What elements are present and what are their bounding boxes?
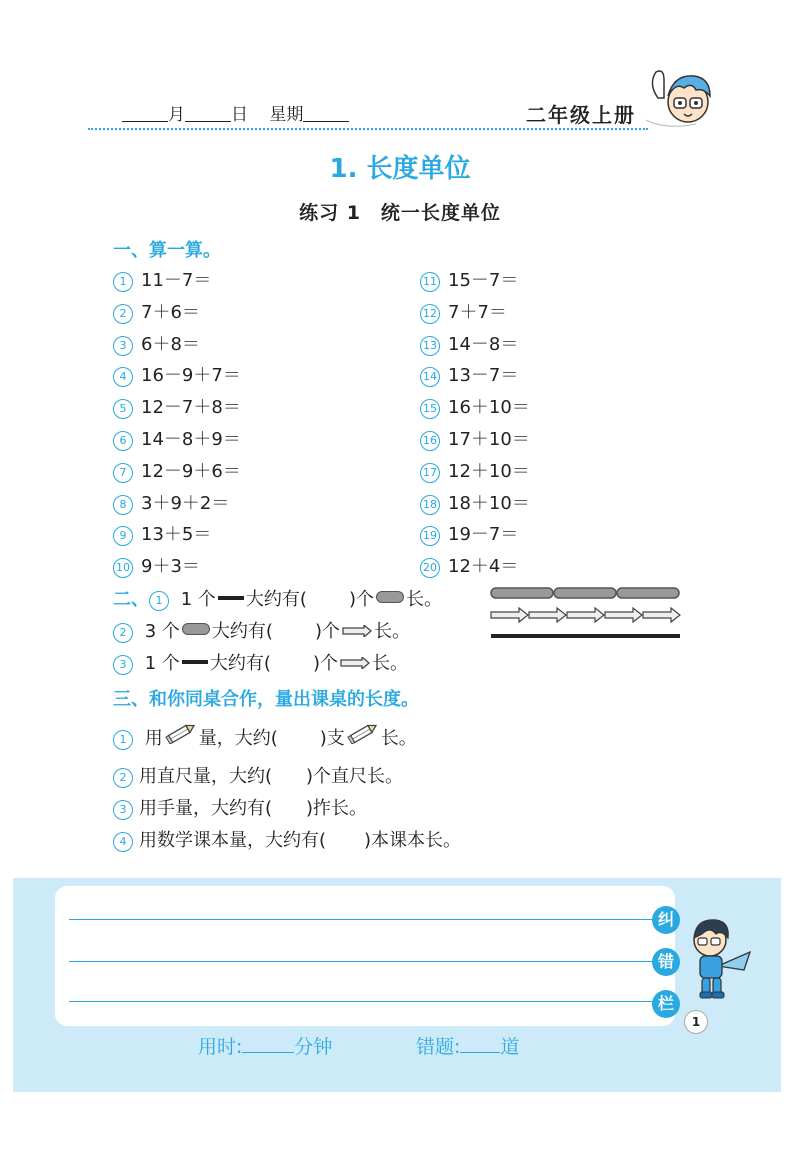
unit-title: 1. 长度单位 [329, 154, 471, 184]
item-number: 9 [113, 526, 133, 546]
expression: 17＋10＝ [448, 428, 530, 450]
mid-text: 大约有( [211, 621, 273, 642]
item-number: 4 [113, 832, 133, 852]
text-a: 用手量，大约有( [139, 798, 273, 819]
list-item [420, 554, 530, 580]
side-label-char: 错 [652, 948, 680, 976]
time-label: 用时: [198, 1036, 243, 1058]
black-line-icon [218, 596, 244, 600]
item-number: 18 [420, 495, 440, 515]
expression: 7＋6＝ [141, 301, 200, 323]
arrow-piece [605, 608, 642, 622]
expression: 16－9＋7＝ [141, 365, 241, 387]
after-text: )个 [348, 589, 374, 610]
section2-item-2 [113, 619, 442, 645]
exercise-title: 练习 1 统一长度单位 [299, 202, 501, 224]
mascot-top-icon [640, 68, 716, 134]
mascot-bottom-icon [688, 916, 752, 1000]
list-item [113, 363, 241, 389]
item-number: 12 [420, 304, 440, 324]
arrow-pencil-icon [340, 657, 370, 669]
header-divider [88, 128, 648, 130]
count-text: 1 个 [144, 653, 180, 674]
count-text: 1 个 [180, 589, 216, 610]
count-text: 3 个 [144, 621, 180, 642]
length-comparison-figure [490, 586, 682, 642]
section2 [113, 587, 442, 677]
item-number: 10 [113, 558, 133, 578]
list-item [420, 268, 530, 294]
date-line [122, 100, 349, 125]
text-b: 量，大约( [198, 728, 278, 749]
chalk-icon [182, 623, 210, 635]
text-b: )本课本长。 [364, 830, 462, 851]
item-number: 1 [149, 591, 169, 611]
weekday-label: 星期 [269, 105, 304, 125]
expression: 18＋10＝ [448, 492, 530, 514]
list-item [113, 427, 241, 453]
pencil-icon [165, 722, 197, 744]
item-number: 3 [113, 800, 133, 820]
list-item [420, 332, 530, 358]
section3-item-2 [113, 764, 461, 790]
side-label-char: 纠 [652, 906, 680, 934]
after-text: )个 [314, 621, 340, 642]
expression: 9＋3＝ [141, 556, 200, 578]
text-b: )拃长。 [306, 798, 368, 819]
text-b: )个直尺长。 [306, 766, 404, 787]
month-blank[interactable] [122, 105, 168, 122]
item-number: 2 [113, 304, 133, 324]
item-number: 8 [113, 495, 133, 515]
correction-notes-box[interactable] [55, 886, 675, 1026]
time-unit: 分钟 [294, 1036, 333, 1058]
item-number: 5 [113, 399, 133, 419]
chalk-piece [617, 588, 679, 598]
chalk-piece [491, 588, 553, 598]
item-number: 1 [113, 730, 133, 750]
black-line [491, 634, 680, 638]
list-item [420, 363, 530, 389]
note-line [69, 919, 657, 920]
expression: 12－7＋8＝ [141, 397, 241, 419]
section1-left-column [113, 268, 241, 580]
expression: 12＋10＝ [448, 460, 530, 482]
item-number: 2 [113, 768, 133, 788]
expression: 14－8＋9＝ [141, 428, 241, 450]
expression: 7＋7＝ [448, 301, 507, 323]
item-number: 17 [420, 463, 440, 483]
time-stat [198, 1032, 332, 1059]
expression: 13－7＝ [448, 365, 519, 387]
list-item [113, 300, 241, 326]
list-item [420, 300, 530, 326]
item-number: 15 [420, 399, 440, 419]
item-number: 7 [113, 463, 133, 483]
expression: 15－7＝ [448, 270, 519, 291]
section3-item-1 [113, 722, 417, 748]
item-number: 6 [113, 431, 133, 451]
section1-heading: 一、算一算。 [113, 240, 221, 261]
expression: 6＋8＝ [141, 333, 200, 355]
mid-text: 大约有( [245, 589, 307, 610]
list-item [113, 332, 241, 358]
expression: 16＋10＝ [448, 397, 530, 419]
item-number: 19 [420, 526, 440, 546]
after-text: )个 [312, 653, 338, 674]
section3-heading: 三、和你同桌合作，量出课桌的长度。 [113, 689, 419, 710]
text-a: 用直尺量，大约( [139, 766, 273, 787]
list-item [113, 268, 241, 294]
list-item [113, 491, 241, 517]
item-number: 4 [113, 367, 133, 387]
expression: 11－7＝ [141, 270, 212, 291]
item-number: 2 [113, 623, 133, 643]
month-label: 月 [168, 105, 185, 125]
expression: 3＋9＋2＝ [141, 492, 230, 514]
black-line-icon [182, 660, 208, 664]
list-item [420, 395, 530, 421]
errors-blank[interactable] [460, 1036, 500, 1053]
expression: 13＋5＝ [141, 524, 212, 546]
day-label: 日 [231, 105, 248, 125]
list-item [113, 459, 241, 485]
section1-right-column [420, 268, 530, 580]
side-label-char: 栏 [652, 990, 680, 1018]
grade-label: 二年级上册 [526, 103, 636, 127]
section3-item-3 [113, 796, 461, 822]
chalk-piece [554, 588, 616, 598]
text-a: 用 [144, 728, 163, 749]
item-number: 1 [113, 272, 133, 292]
list-item [113, 554, 241, 580]
list-item [113, 522, 241, 548]
item-number: 20 [420, 558, 440, 578]
section2-heading: 二、 [113, 589, 149, 610]
item-number: 16 [420, 431, 440, 451]
text-a: 用数学课本量，大约有( [139, 830, 327, 851]
arrow-piece [529, 608, 566, 622]
section2-item-3 [113, 651, 442, 677]
errors-label: 错题: [416, 1036, 461, 1058]
item-number: 3 [113, 655, 133, 675]
item-number: 13 [420, 336, 440, 356]
expression: 12－9＋6＝ [141, 460, 241, 482]
time-blank[interactable] [242, 1036, 294, 1053]
note-line [69, 961, 657, 962]
pencil-icon [347, 722, 379, 744]
note-line [69, 1001, 657, 1002]
text-d: 长。 [380, 728, 417, 749]
weekday-blank[interactable] [303, 105, 349, 122]
expression: 12＋4＝ [448, 556, 519, 578]
expression: 14－8＝ [448, 333, 519, 355]
arrow-pencil-icon [342, 625, 372, 637]
arrow-piece [567, 608, 604, 622]
errors-stat [416, 1032, 519, 1059]
page-number: 1 [684, 1010, 708, 1034]
errors-unit: 道 [500, 1036, 520, 1058]
list-item [420, 459, 530, 485]
end-text: 长。 [373, 621, 410, 642]
section2-item-1 [113, 587, 442, 613]
section3-rest [113, 764, 461, 854]
arrow-piece [491, 608, 528, 622]
expression: 19－7＝ [448, 524, 519, 546]
mid-text: 大约有( [209, 653, 271, 674]
item-number: 14 [420, 367, 440, 387]
item-number: 3 [113, 336, 133, 356]
arrow-piece [643, 608, 680, 622]
chalk-icon [376, 591, 404, 603]
end-text: 长。 [371, 653, 408, 674]
section3-item-4 [113, 828, 461, 854]
item-number: 11 [420, 272, 440, 292]
list-item [420, 427, 530, 453]
text-c: )支 [319, 728, 345, 749]
list-item [420, 522, 530, 548]
list-item [113, 395, 241, 421]
day-blank[interactable] [185, 105, 231, 122]
end-text: 长。 [405, 589, 442, 610]
list-item [420, 491, 530, 517]
